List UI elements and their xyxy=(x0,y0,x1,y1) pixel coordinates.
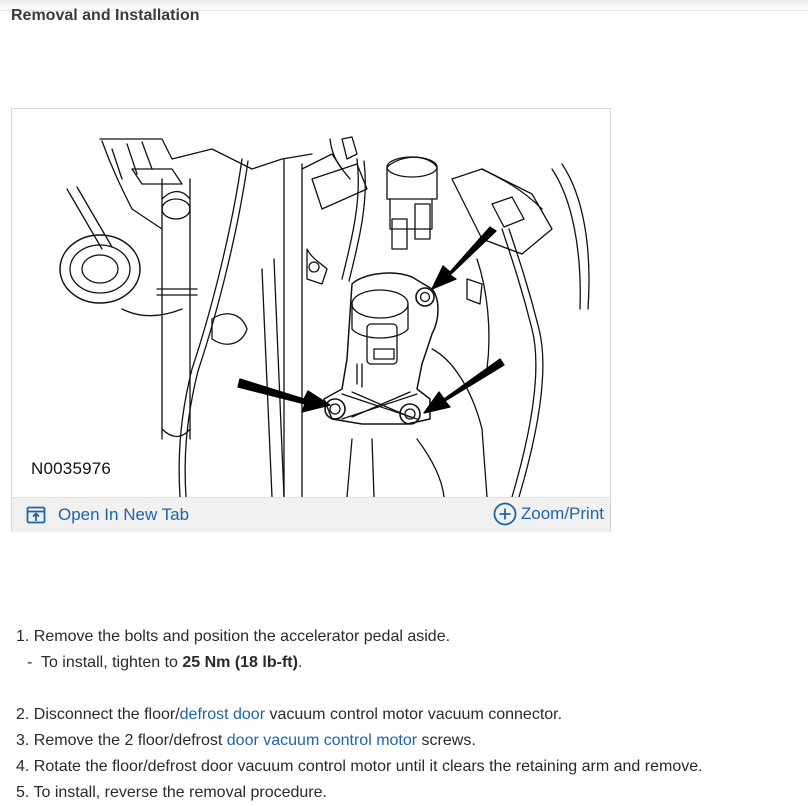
technical-illustration[interactable] xyxy=(12,109,610,497)
step-2-text-post: vacuum control motor vacuum connector. xyxy=(265,706,563,723)
door-vacuum-control-motor-link[interactable]: door vacuum control motor xyxy=(226,732,418,749)
step-2-text-pre: 2. Disconnect the floor/ xyxy=(16,706,180,723)
zoom-print-link[interactable] xyxy=(493,502,604,526)
step-1: 1. Remove the bolts and position the accelerator pedal aside. xyxy=(16,628,451,645)
procedure-steps xyxy=(16,624,796,806)
zoom-print-label: Zoom/Print xyxy=(520,504,604,523)
substep-dash: - xyxy=(27,654,33,671)
step-2 xyxy=(16,702,796,728)
step-3 xyxy=(16,728,796,754)
torque-value: 25 Nm (18 lb-ft) xyxy=(182,654,298,671)
step-4: 4. Rotate the floor/defrost door vacuum control motor until it clears the retaining arm and remove. xyxy=(16,758,703,775)
substep-text: To install, tighten to xyxy=(40,654,178,671)
step-5: 5. To install, reverse the removal procedure. xyxy=(16,784,327,801)
section-title: Removal and Installation xyxy=(11,7,200,24)
step-3-text-pre: 3. Remove the 2 floor/defrost xyxy=(16,732,227,749)
step-1-substep xyxy=(16,650,796,676)
open-in-new-tab-label: Open In New Tab xyxy=(58,505,190,524)
spacer xyxy=(16,676,796,702)
figure-footer xyxy=(12,497,610,532)
zoom-plus-icon xyxy=(493,502,517,526)
open-new-tab-icon xyxy=(26,506,46,524)
substep-end: . xyxy=(297,654,303,671)
figure-id-label: N0035976 xyxy=(31,459,112,478)
open-in-new-tab-link[interactable] xyxy=(26,505,189,525)
figure-container xyxy=(11,108,611,532)
defrost-door-link[interactable]: defrost door xyxy=(179,706,266,723)
step-3-text-post: screws. xyxy=(417,732,476,749)
